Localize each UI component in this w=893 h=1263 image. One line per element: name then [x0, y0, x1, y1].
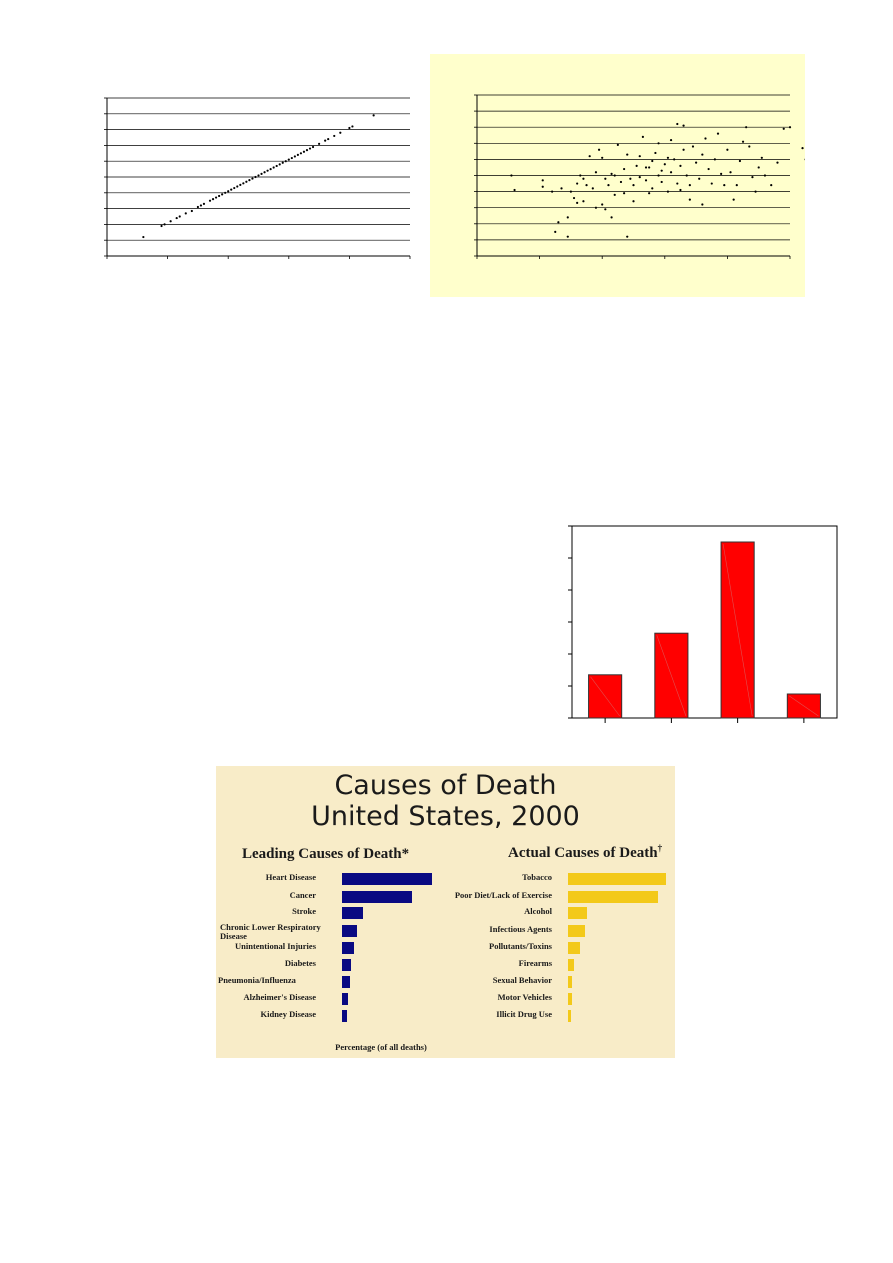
data-point [160, 225, 162, 227]
data-point [770, 184, 772, 186]
data-point [513, 189, 515, 191]
data-point [191, 210, 193, 212]
data-point [751, 176, 753, 178]
data-point [306, 149, 308, 151]
data-point [582, 178, 584, 180]
data-point [686, 174, 688, 176]
data-point [339, 132, 341, 134]
chart-title-line: United States, 2000 [311, 801, 580, 832]
data-point [614, 174, 616, 176]
data-point [604, 208, 606, 210]
cause-label: Tobacco [522, 872, 552, 882]
cause-label: Cancer [289, 890, 316, 900]
data-point [288, 159, 290, 161]
data-point [585, 184, 587, 186]
data-point [648, 192, 650, 194]
data-point [285, 160, 287, 162]
data-point [676, 123, 678, 125]
data-point [623, 192, 625, 194]
data-point [276, 165, 278, 167]
data-point [312, 146, 314, 148]
data-point [701, 153, 703, 155]
data-point [657, 142, 659, 144]
cause-label: Alcohol [524, 906, 552, 916]
data-point [689, 184, 691, 186]
data-point [554, 231, 556, 233]
data-point [651, 187, 653, 189]
cause-label: Infectious Agents [489, 924, 552, 934]
data-point [632, 184, 634, 186]
cause-bar [342, 907, 363, 919]
cause-bar [342, 942, 354, 954]
cause-label: Kidney Disease [260, 1009, 316, 1019]
data-point [801, 147, 803, 149]
data-point [632, 200, 634, 202]
data-point [610, 216, 612, 218]
data-point [617, 144, 619, 146]
data-point [723, 184, 725, 186]
data-point [717, 133, 719, 135]
data-point [739, 160, 741, 162]
cause-bar [568, 873, 666, 885]
data-point [348, 127, 350, 129]
cause-bar [568, 993, 572, 1005]
causes-of-death-chart [216, 766, 675, 1058]
data-point [303, 151, 305, 153]
data-point [309, 147, 311, 149]
data-point [654, 152, 656, 154]
x-axis-label: Percentage (of all deaths) [335, 1042, 427, 1052]
data-point [642, 136, 644, 138]
data-point [576, 202, 578, 204]
data-point [676, 182, 678, 184]
data-point [764, 174, 766, 176]
data-point [682, 149, 684, 151]
data-point [218, 195, 220, 197]
cause-label: Poor Diet/Lack of Exercise [454, 890, 552, 900]
data-point [209, 200, 211, 202]
data-point [567, 236, 569, 238]
data-point [263, 171, 265, 173]
data-point [620, 181, 622, 183]
cause-label: Alzheimer's Disease [243, 992, 316, 1002]
data-point [203, 203, 205, 205]
data-point [698, 178, 700, 180]
data-point [626, 236, 628, 238]
data-point [629, 178, 631, 180]
data-point [260, 173, 262, 175]
data-point [708, 168, 710, 170]
data-point [711, 182, 713, 184]
data-point [224, 192, 226, 194]
data-point [592, 187, 594, 189]
data-point [142, 236, 144, 238]
data-point [557, 221, 559, 223]
data-point [657, 174, 659, 176]
data-point [270, 168, 272, 170]
data-point [692, 145, 694, 147]
data-point [300, 152, 302, 154]
data-point [230, 189, 232, 191]
data-point [351, 125, 353, 127]
cause-bar [568, 942, 580, 954]
data-point [176, 217, 178, 219]
data-point [673, 158, 675, 160]
cause-label: Illicit Drug Use [496, 1009, 552, 1019]
cause-bar [568, 891, 658, 903]
data-point [726, 149, 728, 151]
data-point [542, 186, 544, 188]
data-point [745, 126, 747, 128]
data-point [742, 141, 744, 143]
data-point [318, 143, 320, 145]
data-point [273, 166, 275, 168]
cause-label: Motor Vehicles [497, 992, 552, 1002]
data-point [327, 138, 329, 140]
data-point [239, 184, 241, 186]
data-point [601, 157, 603, 159]
data-point [729, 171, 731, 173]
data-point [667, 191, 669, 193]
scatter-chart-strong [95, 88, 415, 263]
data-point [257, 174, 259, 176]
data-point [236, 185, 238, 187]
data-point [373, 114, 375, 116]
data-point [607, 184, 609, 186]
data-point [200, 204, 202, 206]
data-point [595, 171, 597, 173]
data-point [695, 162, 697, 164]
scatter-chart-weak [430, 54, 805, 297]
data-point [185, 212, 187, 214]
cause-bar [568, 1010, 571, 1022]
data-point [761, 157, 763, 159]
data-point [170, 220, 172, 222]
data-point [651, 160, 653, 162]
data-point [197, 206, 199, 208]
data-point [670, 139, 672, 141]
data-point [610, 173, 612, 175]
data-point [645, 166, 647, 168]
cause-bar [342, 976, 350, 988]
data-point [776, 162, 778, 164]
heading-mark: * [401, 846, 410, 862]
cause-label: Unintentional Injuries [235, 941, 316, 951]
data-point [579, 174, 581, 176]
data-point [233, 187, 235, 189]
scatter-chart-weak-panel [430, 54, 805, 297]
chart-title-line: Causes of Death [334, 770, 557, 801]
data-point [783, 128, 785, 130]
data-point [639, 155, 641, 157]
data-point [570, 191, 572, 193]
data-point [701, 203, 703, 205]
data-point [758, 166, 760, 168]
cause-label: Chronic Lower Respiratory Disease [220, 922, 321, 941]
data-point [736, 184, 738, 186]
cause-bar [342, 925, 357, 937]
data-point [626, 153, 628, 155]
data-point [279, 163, 281, 165]
data-point [614, 194, 616, 196]
data-point [661, 170, 663, 172]
data-point [576, 182, 578, 184]
leading-causes-heading [242, 846, 409, 863]
bar-chart-red [558, 520, 840, 740]
data-point [567, 216, 569, 218]
data-point [754, 191, 756, 193]
data-point [242, 182, 244, 184]
data-point [297, 154, 299, 156]
cause-label: Stroke [292, 906, 316, 916]
data-point [661, 181, 663, 183]
cause-bar [342, 891, 412, 903]
data-point [645, 179, 647, 181]
data-point [682, 124, 684, 126]
data-point [215, 196, 217, 198]
data-point [679, 189, 681, 191]
data-point [551, 191, 553, 193]
data-point [573, 197, 575, 199]
actual-causes-heading [508, 843, 662, 862]
chart-title [216, 770, 675, 832]
cause-bar [342, 993, 348, 1005]
data-point [282, 162, 284, 164]
cause-label: Sexual Behavior [492, 975, 552, 985]
cause-label: Pneumonia/Influenza [218, 975, 296, 985]
data-point [333, 135, 335, 137]
cause-label: Heart Disease [265, 872, 316, 882]
data-point [212, 198, 214, 200]
cause-bar [568, 925, 585, 937]
data-point [179, 215, 181, 217]
heading-text: Actual Causes of Death [508, 845, 658, 861]
cause-bar [342, 959, 351, 971]
data-point [789, 126, 791, 128]
cause-bar [568, 976, 572, 988]
data-point [648, 166, 650, 168]
data-point [324, 140, 326, 142]
data-point [720, 173, 722, 175]
data-point [670, 171, 672, 173]
data-point [560, 187, 562, 189]
data-point [601, 203, 603, 205]
data-point [227, 190, 229, 192]
data-point [679, 165, 681, 167]
data-point [598, 149, 600, 151]
data-point [291, 157, 293, 159]
data-point [604, 178, 606, 180]
data-point [733, 199, 735, 201]
data-point [664, 163, 666, 165]
data-point [589, 155, 591, 157]
cause-bar [568, 959, 574, 971]
data-point [248, 179, 250, 181]
cause-label: Pollutants/Toxins [489, 941, 552, 951]
data-point [163, 223, 165, 225]
data-point [542, 179, 544, 181]
data-point [639, 176, 641, 178]
heading-mark: † [657, 843, 663, 853]
data-point [251, 177, 253, 179]
data-point [689, 199, 691, 201]
data-point [245, 181, 247, 183]
heading-text: Leading Causes of Death [242, 846, 402, 862]
cause-bar [342, 1010, 347, 1022]
data-point [636, 165, 638, 167]
data-point [748, 145, 750, 147]
data-point [510, 174, 512, 176]
data-point [714, 158, 716, 160]
cause-label: Firearms [518, 958, 552, 968]
data-point [254, 176, 256, 178]
cause-bar [568, 907, 587, 919]
data-point [294, 155, 296, 157]
data-point [266, 170, 268, 172]
data-point [667, 157, 669, 159]
data-point [582, 200, 584, 202]
data-point [623, 168, 625, 170]
data-point [221, 193, 223, 195]
cause-label: Diabetes [284, 958, 316, 968]
data-point [595, 207, 597, 209]
data-point [704, 137, 706, 139]
